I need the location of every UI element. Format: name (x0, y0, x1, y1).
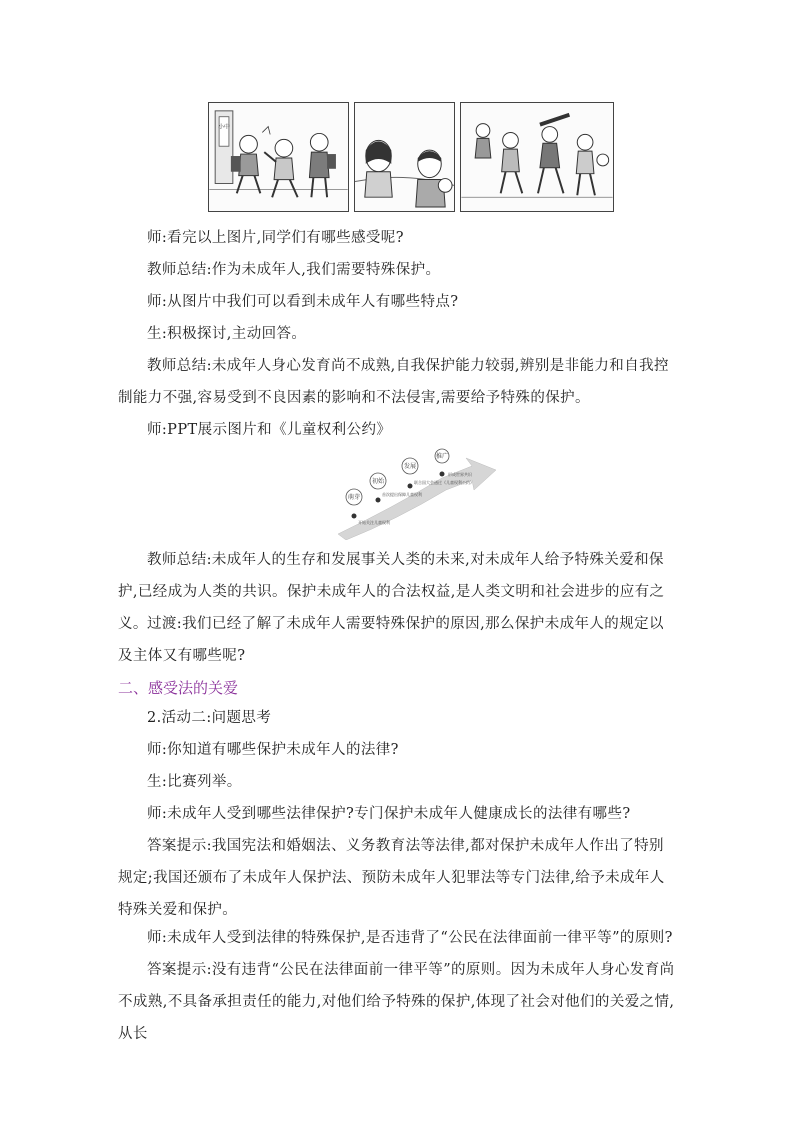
paragraph-teacher-summary-1: 教师总结:作为未成年人,我们需要特殊保护。 (147, 262, 441, 278)
paragraph-teacher-question-4: 师:未成年人受到哪些法律保护?专门保护未成年人健康成长的法律有哪些? (147, 806, 631, 822)
playground-bullying-scene-icon (209, 103, 348, 211)
paragraph-transition: 过渡:我们已经了解了未成年人需要特殊保护的原因,那么保护未成年人的规定以及主体又有哪些呢? (118, 616, 664, 664)
svg-text:联合国大会通过《儿童权利公约》: 联合国大会通过《儿童权利公约》 (414, 480, 474, 485)
paragraph-student-answer-1: 生:积极探讨,主动回答。 (147, 326, 307, 342)
paragraph-teacher-question-1: 师:看完以上图片,同学们有哪些感受呢? (147, 230, 404, 246)
comic-panel-1 (208, 102, 349, 212)
svg-text:发展: 发展 (403, 463, 417, 470)
rights-timeline-figure (332, 448, 500, 540)
svg-text:首次提出保障儿童权利: 首次提出保障儿童权利 (382, 492, 422, 497)
paragraph-ppt-intro: 师:PPT展示图片和《儿童权利公约》 (147, 422, 392, 438)
paragraph-student-answer-2: 生:比赛列举。 (147, 774, 242, 790)
paragraph-teacher-question-2: 师:从图片中我们可以看到未成年人有哪些特点? (147, 294, 459, 310)
paragraph-answer-hint-1: 答案提示:我国宪法和婚姻法、义务教育法等法律,都对保护未成年人作出了特别规定;我国还颁布了未成年人保护法、预防未成年人犯罪法等专门法律,给予未成年人特殊关爱和保护。 (118, 838, 665, 918)
paragraph-teacher-summary-3: 教师总结:未成年人的生存和发展事关人类的未来,对未成年人给予特殊关爱和保护,已经成为人类的共识。保护未成年人的合法权益,是人类文明和社会进步的应有之义。 (118, 552, 665, 632)
svg-text:开始关注儿童权利: 开始关注儿童权利 (358, 520, 390, 525)
svg-text:推广: 推广 (435, 453, 449, 460)
paragraph-answer-hint-2: 答案提示:没有违背“公民在法律面前一律平等”的原则。因为未成年人身心发育尚不成熟,不具备承担责任的能力,对他们给予特殊的保护,体现了社会对他们的关爱之情,从长 (118, 962, 675, 1042)
comic-panel-2 (354, 102, 455, 212)
paragraph-activity-title: 2.活动二:问题思考 (147, 710, 272, 726)
comic-panel-3 (460, 102, 614, 212)
comic-strip (208, 102, 614, 212)
svg-text:萌芽: 萌芽 (347, 494, 361, 501)
paragraph-teacher-question-3: 师:你知道有哪些保护未成年人的法律? (147, 742, 399, 758)
paragraph-teacher-question-5: 师:未成年人受到法律的特殊保护,是否违背了“公民在法律面前一律平等”的原则? (147, 930, 673, 946)
group-fight-scene-icon (461, 103, 613, 211)
school-sign-text: 小中 (218, 124, 230, 131)
svg-text:初始: 初始 (371, 478, 385, 485)
section-heading: 二、感受法的关爱 (118, 679, 239, 697)
timeline-stage-4 (435, 449, 473, 477)
paragraph-teacher-summary-2: 教师总结:未成年人身心发育尚不成熟,自我保护能力较弱,辨别是非能力和自我控制能力不强,容易受到不良因素的影响和不法侵害,需要给予特殊的保护。 (118, 358, 669, 406)
svg-text:形成世界共识: 形成世界共识 (448, 472, 472, 477)
children-watching-scene-icon (355, 103, 454, 211)
